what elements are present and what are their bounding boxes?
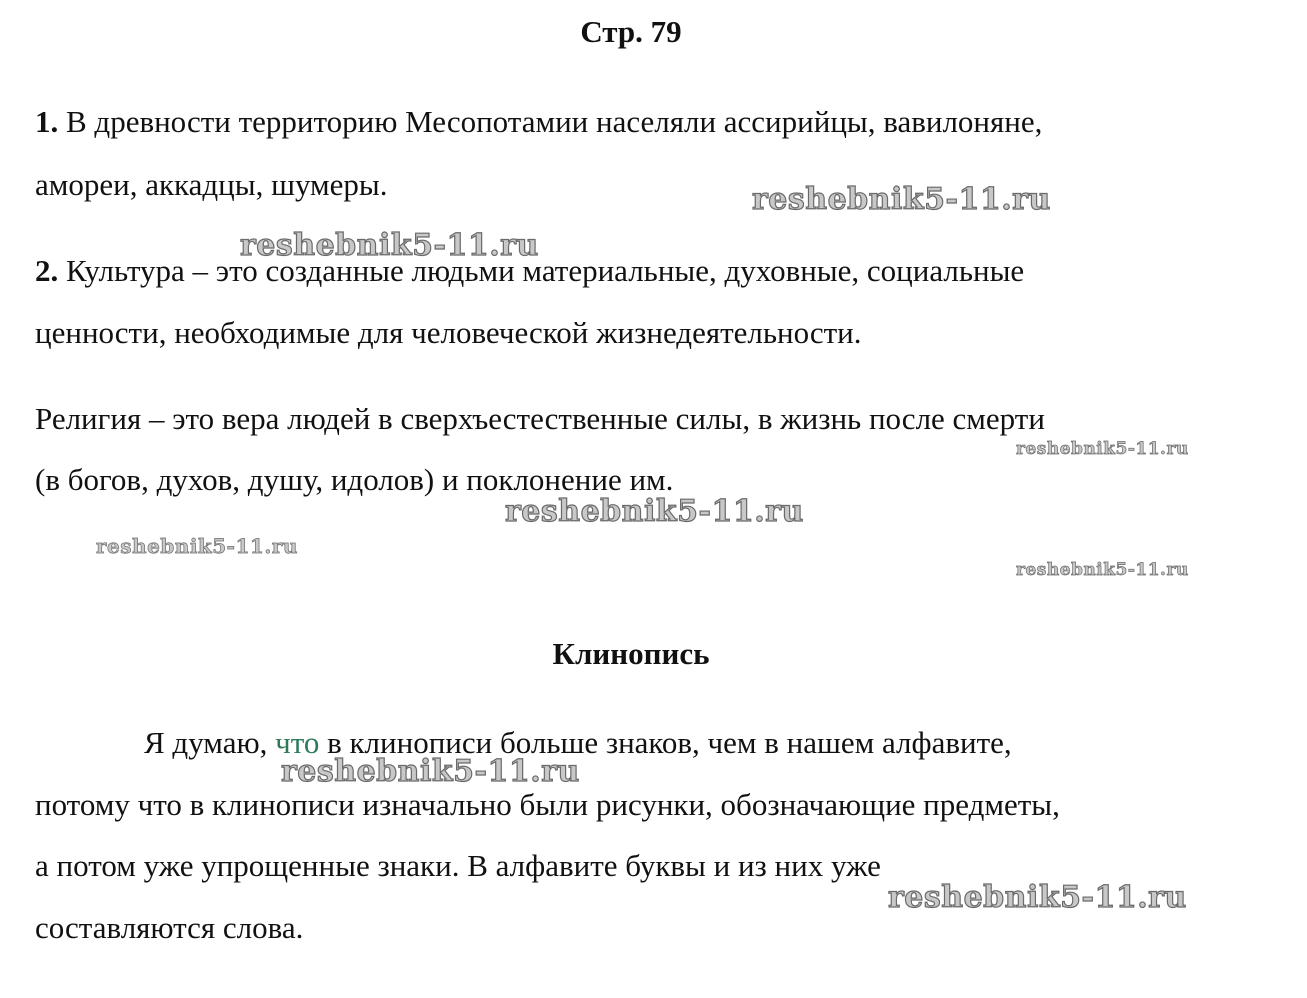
watermark-3: reshebnik5-11.ru xyxy=(1016,439,1189,459)
cuneiform-line-4: составляются слова. xyxy=(35,910,304,945)
watermark-4: reshebnik5-11.ru xyxy=(505,494,804,529)
page-title: Стр. 79 xyxy=(580,14,682,49)
religion-line-1: Религия – это вера людей в сверхъестественные силы, в жизнь после смерти xyxy=(35,401,1045,436)
item-1-text: В древности территорию Месопотамии населяли ассирийцы, вавилоняне, xyxy=(58,104,1043,139)
section-heading: Клинопись xyxy=(552,636,710,671)
cuneiform-line-1-end: в клинописи больше знаков, чем в нашем алфавите, xyxy=(319,725,1012,760)
watermark-7: reshebnik5-11.ru xyxy=(281,754,580,789)
watermark-6: reshebnik5-11.ru xyxy=(1016,560,1189,580)
item-2-text: Культура – это созданные людьми материальные, духовные, социальные xyxy=(58,253,1025,288)
item-2-number: 2. xyxy=(35,253,59,288)
item-2-line-2: ценности, необходимые для человеческой жизнедеятельности. xyxy=(35,315,862,350)
watermark-5: reshebnik5-11.ru xyxy=(96,534,298,558)
item-1-line-1 xyxy=(35,104,1042,140)
cuneiform-highlight: что xyxy=(275,725,320,760)
item-1-line-2: амореи, аккадцы, шумеры. xyxy=(35,167,388,202)
item-1-number: 1. xyxy=(35,104,59,139)
cuneiform-line-3: а потом уже упрощенные знаки. В алфавите буквы и из них уже xyxy=(35,848,881,883)
watermark-2: reshebnik5-11.ru xyxy=(240,228,539,263)
cuneiform-line-2: потому что в клинописи изначально были рисунки, обозначающие предметы, xyxy=(35,787,1060,822)
watermark-1: reshebnik5-11.ru xyxy=(752,182,1051,217)
watermark-8: reshebnik5-11.ru xyxy=(888,880,1187,915)
cuneiform-line-1-start: Я думаю, xyxy=(144,725,276,760)
religion-line-2: (в богов, духов, душу, идолов) и поклонение им. xyxy=(35,462,674,497)
